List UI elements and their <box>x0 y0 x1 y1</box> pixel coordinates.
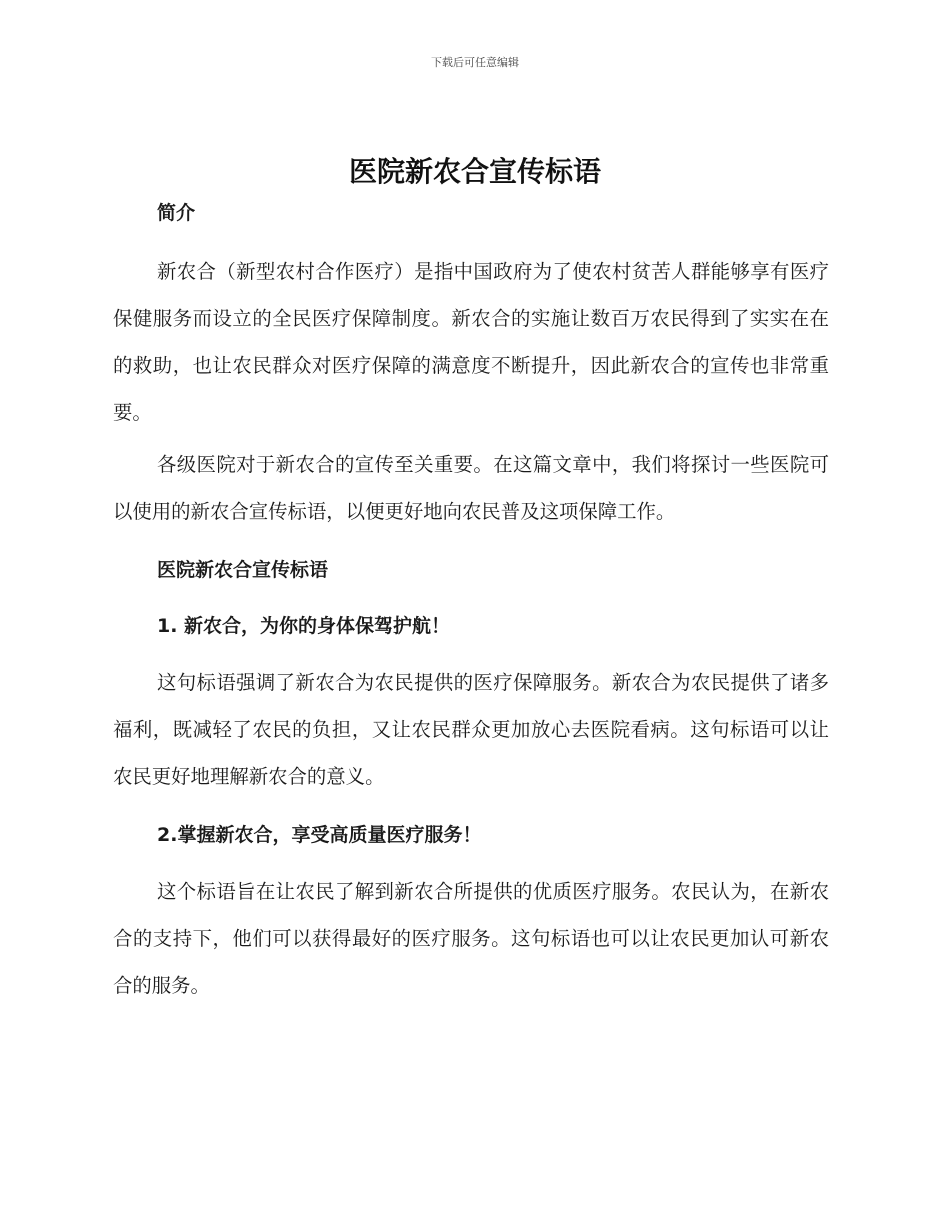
intro-paragraph-1: 新农合（新型农村合作医疗）是指中国政府为了使农村贫苦人群能够享有医疗保健服务而设立的全民医疗保障制度。新农合的实施让数百万农民得到了实实在在的救助，也让农民群众对医疗保障的满意度不断提升，因此新农合的宣传也非常重要。 <box>113 260 829 424</box>
document-title: 医院新农合宣传标语 <box>348 155 601 188</box>
page-header: 下载后可任意编辑 <box>431 56 519 69</box>
section-heading: 医院新农合宣传标语 <box>157 559 329 581</box>
slogan-1-paragraph: 这句标语强调了新农合为农民提供的医疗保障服务。新农合为农民提供了诸多福利，既减轻了农民的负担，又让农民群众更加放心去医院看病。这句标语可以让农民更好地理解新农合的意义。 <box>113 671 829 788</box>
intro-heading: 简介 <box>157 202 196 224</box>
slogan-2-paragraph: 这个标语旨在让农民了解到新农合所提供的优质医疗服务。农民认为，在新农合的支持下，他们可以获得最好的医疗服务。这句标语也可以让农民更加认可新农合的服务。 <box>113 880 829 997</box>
document-body <box>113 196 829 1009</box>
slogan-2-heading: 2.掌握新农合，享受高质量医疗服务！ <box>157 824 482 846</box>
intro-paragraph-2: 各级医院对于新农合的宣传至关重要。在这篇文章中，我们将探讨一些医院可以使用的新农合宣传标语，以便更好地向农民普及这项保障工作。 <box>113 453 829 523</box>
slogan-1-heading: 1. 新农合，为你的身体保驾护航！ <box>157 615 451 637</box>
